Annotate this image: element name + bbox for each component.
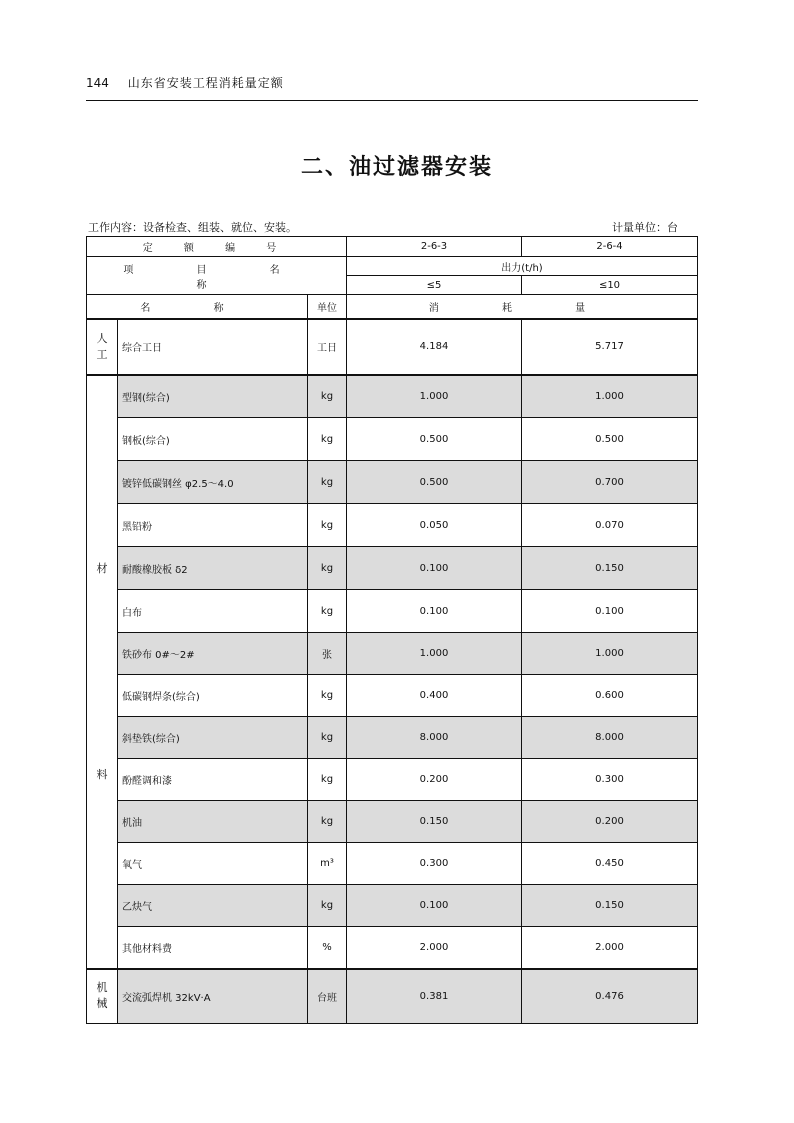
material-name: 酚醛调和漆 [118,759,308,801]
category-material: 材 料 [87,375,118,969]
output-label: 出力(t/h) [347,257,698,276]
material-name: 乙炔气 [118,885,308,927]
material-value-2: 0.150 [522,547,698,590]
material-value-2: 0.100 [522,590,698,633]
col-unit-header: 单位 [308,295,347,319]
material-unit: kg [308,675,347,717]
material-value-1: 8.000 [347,717,522,759]
material-value-1: 0.050 [347,504,522,547]
material-name: 型钢(综合) [118,375,308,418]
quota-code-2: 2-6-4 [522,237,698,257]
category-labor: 人工 [87,319,118,375]
material-unit: kg [308,418,347,461]
table-row [87,927,698,969]
material-value-2: 1.000 [522,633,698,675]
material-value-1: 1.000 [347,633,522,675]
table-row [87,759,698,801]
labor-name: 综合工日 [118,319,308,375]
material-unit: kg [308,801,347,843]
material-value-1: 0.100 [347,590,522,633]
material-value-2: 2.000 [522,927,698,969]
table-row [87,717,698,759]
material-value-1: 0.500 [347,461,522,504]
machine-row [87,969,698,1024]
machine-name: 交流弧焊机 32kV·A [118,969,308,1024]
table-row [87,675,698,717]
material-name: 镀锌低碳钢丝 φ2.5～4.0 [118,461,308,504]
material-value-1: 0.150 [347,801,522,843]
material-value-2: 0.500 [522,418,698,461]
material-value-1: 0.400 [347,675,522,717]
material-value-2: 0.150 [522,885,698,927]
table-row [87,547,698,590]
quota-code-1: 2-6-3 [347,237,522,257]
material-name: 斜垫铁(综合) [118,717,308,759]
labor-unit: 工日 [308,319,347,375]
book-title: 山东省安装工程消耗量定额 [127,76,284,90]
output-value-1: ≤5 [347,276,522,295]
col-consumption-header: 消 耗 量 [347,295,698,319]
material-value-2: 8.000 [522,717,698,759]
labor-value-1: 4.184 [347,319,522,375]
table-row [87,843,698,885]
table-row [87,885,698,927]
header-rule [86,100,698,101]
labor-value-2: 5.717 [522,319,698,375]
material-name: 黑铅粉 [118,504,308,547]
item-name-label: 项 目 名 称 [87,257,347,295]
machine-value-1: 0.381 [347,969,522,1024]
material-value-2: 0.600 [522,675,698,717]
material-value-1: 0.500 [347,418,522,461]
category-machine: 机械 [87,969,118,1024]
material-name: 铁砂布 0#～2# [118,633,308,675]
labor-row [87,319,698,375]
table-row [87,801,698,843]
material-value-1: 1.000 [347,375,522,418]
work-content: 工作内容：设备检查、组装、就位、安装。 [88,221,297,234]
column-header-row [87,295,698,319]
table-row [87,375,698,418]
material-unit: m³ [308,843,347,885]
table-row [87,590,698,633]
machine-value-2: 0.476 [522,969,698,1024]
table-row [87,633,698,675]
material-name: 其他材料费 [118,927,308,969]
material-unit: kg [308,717,347,759]
measurement-unit: 计量单位：台 [612,221,678,234]
quota-number-row [87,237,698,257]
material-unit: kg [308,375,347,418]
material-name: 耐酸橡胶板 δ2 [118,547,308,590]
material-value-1: 0.100 [347,885,522,927]
material-value-1: 2.000 [347,927,522,969]
material-unit: kg [308,547,347,590]
quota-table [86,236,698,1024]
material-unit: % [308,927,347,969]
material-unit: kg [308,504,347,547]
material-unit: kg [308,590,347,633]
machine-unit: 台班 [308,969,347,1024]
table-row [87,418,698,461]
section-title: 二、油过滤器安装 [300,155,493,180]
material-name: 机油 [118,801,308,843]
material-name: 白布 [118,590,308,633]
page-header [86,74,698,91]
material-value-1: 0.100 [347,547,522,590]
material-value-1: 0.300 [347,843,522,885]
material-unit: 张 [308,633,347,675]
col-name-header: 名 称 [87,295,308,319]
table-row [87,504,698,547]
material-value-2: 0.300 [522,759,698,801]
item-name-row [87,257,698,276]
output-value-2: ≤10 [522,276,698,295]
material-name: 氧气 [118,843,308,885]
material-value-2: 0.200 [522,801,698,843]
material-value-1: 0.200 [347,759,522,801]
material-name: 钢板(综合) [118,418,308,461]
material-unit: kg [308,759,347,801]
table-row [87,461,698,504]
quota-number-label: 定 额 编 号 [87,237,347,257]
material-value-2: 1.000 [522,375,698,418]
material-name: 低碳钢焊条(综合) [118,675,308,717]
material-value-2: 0.070 [522,504,698,547]
material-unit: kg [308,461,347,504]
material-value-2: 0.700 [522,461,698,504]
page-number: 144 [86,76,109,90]
material-unit: kg [308,885,347,927]
material-value-2: 0.450 [522,843,698,885]
